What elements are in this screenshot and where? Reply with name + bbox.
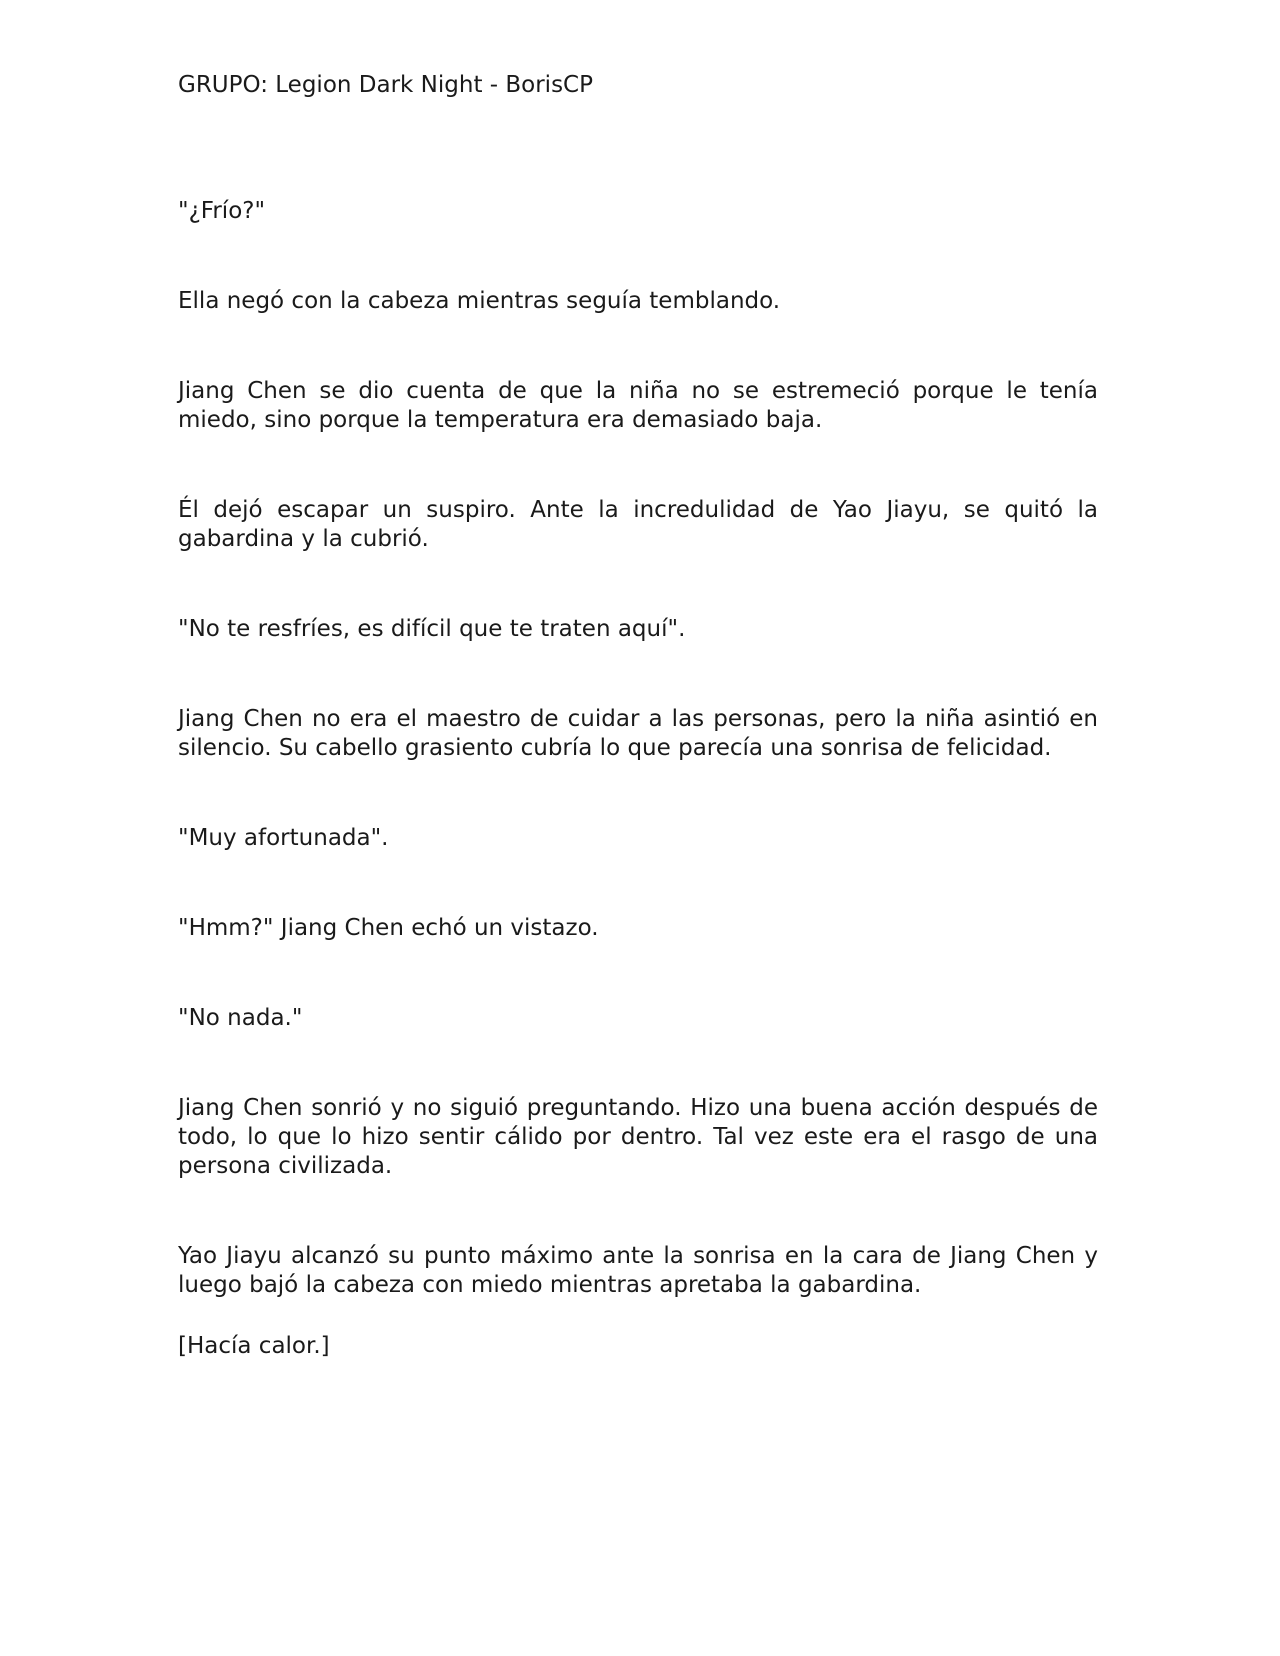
paragraph-2: Ella negó con la cabeza mientras seguía temblando. xyxy=(178,288,781,314)
paragraph-11: Yao Jiayu alcanzó su punto máximo ante la sonrisa en la cara de Jiang Chen y luego bajó la cabeza con miedo mientras apretaba la gabardina. xyxy=(178,1243,1098,1298)
paragraph-8: "Hmm?" Jiang Chen echó un vistazo. xyxy=(178,915,599,941)
paragraph-3: Jiang Chen se dio cuenta de que la niña no se estremeció porque le tenía miedo, sino porque la temperatura era demasiado baja. xyxy=(178,378,1098,433)
paragraph-12: [Hacía calor.] xyxy=(178,1333,330,1359)
paragraph-10: Jiang Chen sonrió y no siguió preguntando. Hizo una buena acción después de todo, lo que lo hizo sentir cálido por dentro. Tal vez este era el rasgo de una persona civilizada. xyxy=(178,1095,1098,1179)
paragraph-4: Él dejó escapar un suspiro. Ante la incredulidad de Yao Jiayu, se quitó la gabardina y la cubrió. xyxy=(178,497,1098,552)
paragraph-9: "No nada." xyxy=(178,1005,303,1031)
paragraph-6: Jiang Chen no era el maestro de cuidar a las personas, pero la niña asintió en silencio. Su cabello grasiento cubría lo que parecía una sonrisa de felicidad. xyxy=(178,706,1098,761)
paragraph-1: "¿Frío?" xyxy=(178,198,266,224)
paragraph-5: "No te resfríes, es difícil que te traten aquí". xyxy=(178,616,686,642)
paragraph-7: "Muy afortunada". xyxy=(178,825,389,851)
group-header: GRUPO: Legion Dark Night - BorisCP xyxy=(178,72,593,98)
